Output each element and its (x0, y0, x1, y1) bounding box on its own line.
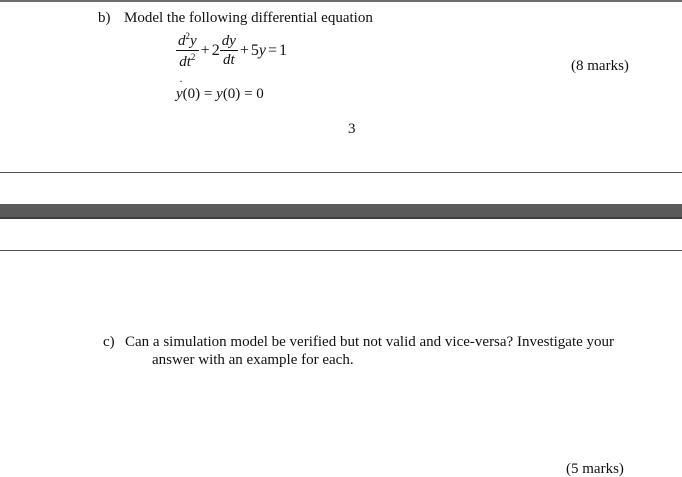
plus-sign: + (239, 42, 249, 59)
question-c-marks: (5 marks) (566, 461, 624, 477)
page-top (0, 0, 682, 173)
page-top-edge (0, 0, 682, 2)
page-bottom (0, 250, 682, 470)
question-c-line2: answer with an example for each. (152, 352, 354, 368)
question-c-line1: Can a simulation model be verified but not valid and vice-versa? Investigate your (125, 334, 615, 350)
variable-y: y (258, 42, 267, 59)
question-b-label: b) (98, 10, 111, 26)
question-b-marks: (8 marks) (571, 58, 629, 74)
equals-sign: = (268, 42, 278, 59)
second-derivative-fraction: $\frac{d^2y}{dt^2}$ (178, 31, 197, 70)
coefficient-2: 2 (211, 42, 220, 59)
equation-rhs: 1 (279, 42, 288, 59)
question-c-label: c) (103, 334, 115, 350)
initial-condition: ˙ y(0) = y(0) = 0 (176, 86, 264, 103)
question-b-text: Model the following differential equation (124, 10, 373, 26)
page-gap-bar (0, 204, 682, 219)
differential-equation (176, 31, 287, 71)
page-number: 3 (348, 121, 356, 137)
plus-sign: + (200, 42, 210, 59)
first-derivative-fraction: $\frac{dy}{dt}$ (221, 33, 236, 68)
coefficient-5: 5 (250, 42, 259, 59)
